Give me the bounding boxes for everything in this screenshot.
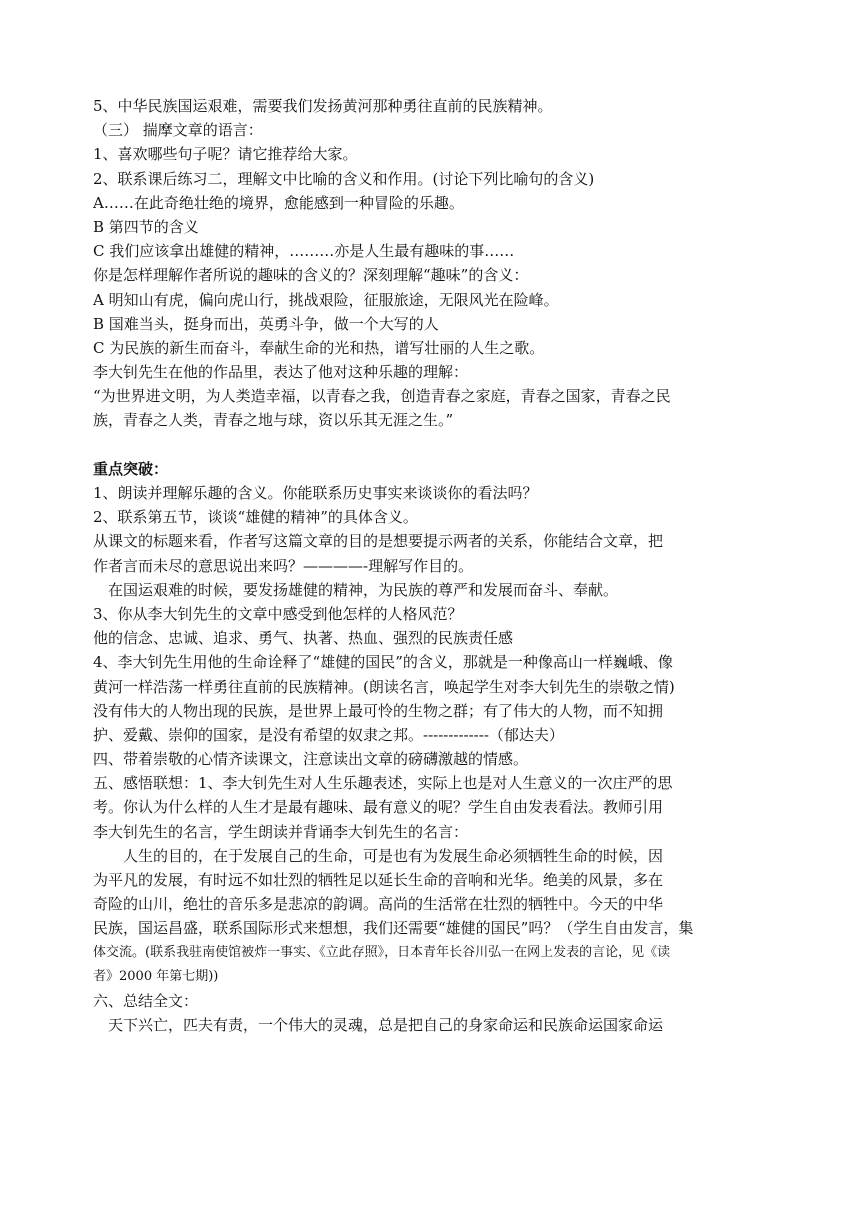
text-line: 2、联系课后练习二，理解文中比喻的含义和作用。(讨论下列比喻句的含义) xyxy=(93,169,595,188)
text-line: 四、带着崇敬的心情齐读课文，注意读出文章的磅礴激越的情感。 xyxy=(93,750,529,769)
text-line: 他的信念、忠诚、追求、勇气、执著、热血、强烈的民族责任感 xyxy=(93,629,514,648)
text-line: 作者言而未尽的意思说出来吗？————-理解写作目的。 xyxy=(93,556,474,575)
text-line: 你是怎样理解作者所说的趣味的含义的？深刻理解“趣味”的含义： xyxy=(93,266,529,285)
section-heading: 六、总结全文： xyxy=(93,991,199,1010)
text-line: 4、李大钊先生用他的生命诠释了“雄健的国民”的含义，那就是一种像高山一样巍峨、像 xyxy=(93,653,673,672)
quote-line: 民族，国运昌盛，联系国际形式来想想，我们还需要“雄健的国民”吗？（学生自由发言，集 xyxy=(93,919,694,938)
text-line: 1、喜欢哪些句子呢？请它推荐给大家。 xyxy=(93,145,358,164)
text-line: 天下兴亡，匹夫有责，一个伟大的灵魂，总是把自己的身家命运和民族命运国家命运 xyxy=(108,1016,664,1035)
quote-line: 人生的目的，在于发展自己的生命，可是也有为发展生命必须牺牲生命的时候，因 xyxy=(123,846,664,865)
text-line: 2、联系第五节，谈谈“雄健的精神”的具体含义。 xyxy=(93,508,418,527)
text-line: B 国难当头，挺身而出，英勇斗争，做一个大写的人 xyxy=(93,314,439,333)
text-line: 1、朗读并理解乐趣的含义。你能联系历史事实来谈谈你的看法吗？ xyxy=(93,484,538,502)
quote-line: 为平凡的发展，有时远不如壮烈的牺牲足以延长生命的音响和光华。绝美的风景，多在 xyxy=(93,871,664,889)
text-line: 者》2000 年第七期)) xyxy=(93,968,219,984)
text-line: 从课文的标题来看，作者写这篇文章的目的是想要提示两者的关系，你能结合文章，把 xyxy=(93,532,664,551)
quote-line: 没有伟大的人物出现的民族，是世界上最可怜的生物之群；有了伟大的人物，而不知拥 xyxy=(93,701,664,720)
text-line: 考。你认为什么样的人生才是最有趣味、最有意义的呢？学生自由发表看法。教师引用 xyxy=(93,798,664,817)
text-line: 3、你从李大钊先生的文章中感受到他怎样的人格风范？ xyxy=(93,604,463,623)
text-line: 在国运艰难的时候，要发扬雄健的精神，为民族的尊严和发展而奋斗、奉献。 xyxy=(108,580,619,599)
text-line: 五、感悟联想：1、李大钊先生对人生乐趣表述，实际上也是对人生意义的一次庄严的思 xyxy=(93,774,673,793)
quote-line: 护、爱戴、崇仰的国家，是没有希望的奴隶之邦。-------------（郁达夫） xyxy=(93,725,564,744)
quote-line: 奇险的山川，绝壮的音乐多是悲凉的韵调。高尚的生活常在壮烈的牺牲中。今天的中华 xyxy=(93,895,664,914)
text-line: C 为民族的新生而奋斗，奉献生命的光和热，谱写壮丽的人生之歌。 xyxy=(93,338,545,357)
blank-line xyxy=(93,433,773,457)
text-line: 体交流。(联系我驻南使馆被炸一事实、《立此存照》，日本青年长谷川弘一在网上发表的言论，见《读 xyxy=(93,944,671,960)
quote-line: “为世界进文明，为人类造幸福，以青春之我，创造青春之家庭，青春之国家，青春之民 xyxy=(93,387,671,406)
document-body xyxy=(93,94,773,1037)
text-line: 李大钊先生在他的作品里，表达了他对这种乐趣的理解： xyxy=(93,363,469,382)
section-heading-key-points: 重点突破： xyxy=(93,459,169,478)
text-line: 黄河一样浩荡一样勇往直前的民族精神。(朗读名言，唤起学生对李大钊先生的崇敬之情) xyxy=(93,677,675,696)
quote-line: 族，青春之人类，青春之地与球，资以乐其无涯之生。” xyxy=(93,411,454,430)
text-line: 李大钊先生的名言，学生朗读并背诵李大钊先生的名言： xyxy=(93,822,469,841)
text-line: B 第四节的含义 xyxy=(93,217,199,236)
text-line: C 我们应该拿出雄健的精神，………亦是人生最有趣味的事…… xyxy=(93,242,515,261)
text-line: A……在此奇绝壮绝的境界，愈能感到一种冒险的乐趣。 xyxy=(93,193,464,212)
text-line: 5、中华民族国运艰难，需要我们发扬黄河那种勇往直前的民族精神。 xyxy=(93,97,553,115)
section-heading: （三） 揣摩文章的语言： xyxy=(93,121,263,140)
text-line: A 明知山有虎，偏向虎山行，挑战艰险，征服旅途，无限风光在险峰。 xyxy=(93,290,559,309)
